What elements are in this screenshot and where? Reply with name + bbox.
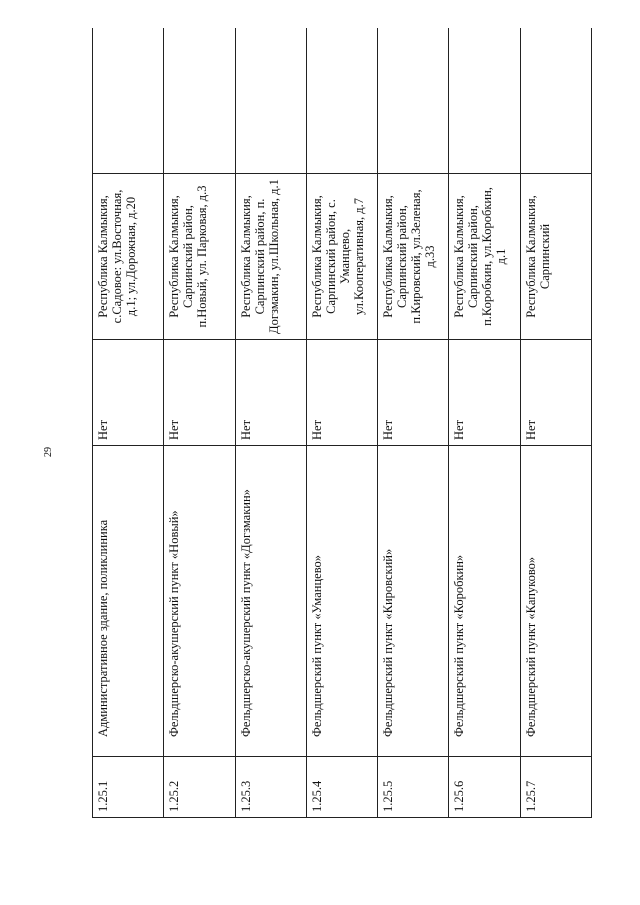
address-cell: Республика Калмыкия, Сарпинский район, п.Новый, ул. Парковая, д.3 [164, 174, 235, 340]
flag-cell: Нет [449, 340, 520, 446]
facility-name-cell [235, 446, 306, 757]
flag-cell: Нет [378, 340, 449, 446]
address-cell: Республика Калмыкия, Сарпинский район, п.Коробкин, ул.Коробкин, д.1 [449, 174, 520, 340]
row-number: 1.25.5 [378, 757, 449, 818]
flag-cell: Нет [520, 340, 591, 446]
facility-name-cell [449, 446, 520, 757]
facility-name: Административное здание, поликлиника [96, 519, 110, 737]
empty-cell [449, 28, 520, 174]
address-cell: Республика Калмыкия, с.Садовое: ул.Восточная, д.1; ул.Дорожная, д.20 [93, 174, 164, 340]
empty-cell [520, 28, 591, 174]
address-cell: Республика Калмыкия, Сарпинский район, п. Догзмакин, ул.Школьная, д.1 [235, 174, 306, 340]
facility-name: Фельдшерский пункт «Капуково» [523, 556, 538, 737]
address-cell: Республика Калмыкия, Сарпинский [520, 174, 591, 340]
flag-cell: Нет [235, 340, 306, 446]
facility-name: Фельдшерский пункт «Коробкин» [452, 554, 467, 737]
facility-name-cell [306, 446, 377, 757]
address-cell: Республика Калмыкия, Сарпинский район, п.Кировский, ул.Зеленая, д.33 [378, 174, 449, 340]
empty-cell [306, 28, 377, 174]
empty-cell [235, 28, 306, 174]
facility-name-cell [93, 446, 164, 757]
facility-name-cell [520, 446, 591, 757]
table-row [378, 28, 449, 818]
table-viewport [92, 28, 592, 818]
table-row [235, 28, 306, 818]
facility-name: Фельдшерско-акушерский пункт «Новый» [167, 510, 182, 737]
facility-name: Фельдшерский пункт «Уманцево» [309, 554, 324, 737]
table-row [449, 28, 520, 818]
flag-cell: Нет [306, 340, 377, 446]
flag-cell: Нет [164, 340, 235, 446]
facility-name: Фельдшерский пункт «Кировский» [381, 548, 396, 737]
row-number: 1.25.4 [306, 757, 377, 818]
row-number: 1.25.2 [164, 757, 235, 818]
table-row [520, 28, 591, 818]
flag-cell: Нет [93, 340, 164, 446]
row-number: 1.25.7 [520, 757, 591, 818]
facilities-table [92, 28, 592, 818]
empty-cell [378, 28, 449, 174]
row-number: 1.25.6 [449, 757, 520, 818]
row-number: 1.25.1 [93, 757, 164, 818]
address-cell: Республика Калмыкия, Сарпинский район, с. Уманцево, ул.Кооперативная, д.7 [306, 174, 377, 340]
page-number: 29 [43, 447, 54, 457]
table-row [93, 28, 164, 818]
empty-cell [164, 28, 235, 174]
table-row [306, 28, 377, 818]
facility-name: Фельдшерско-акушерский пункт «Догзмакин» [238, 489, 253, 737]
facility-name-cell [378, 446, 449, 757]
table-row [164, 28, 235, 818]
empty-cell [93, 28, 164, 174]
facility-name-cell [164, 446, 235, 757]
row-number: 1.25.3 [235, 757, 306, 818]
